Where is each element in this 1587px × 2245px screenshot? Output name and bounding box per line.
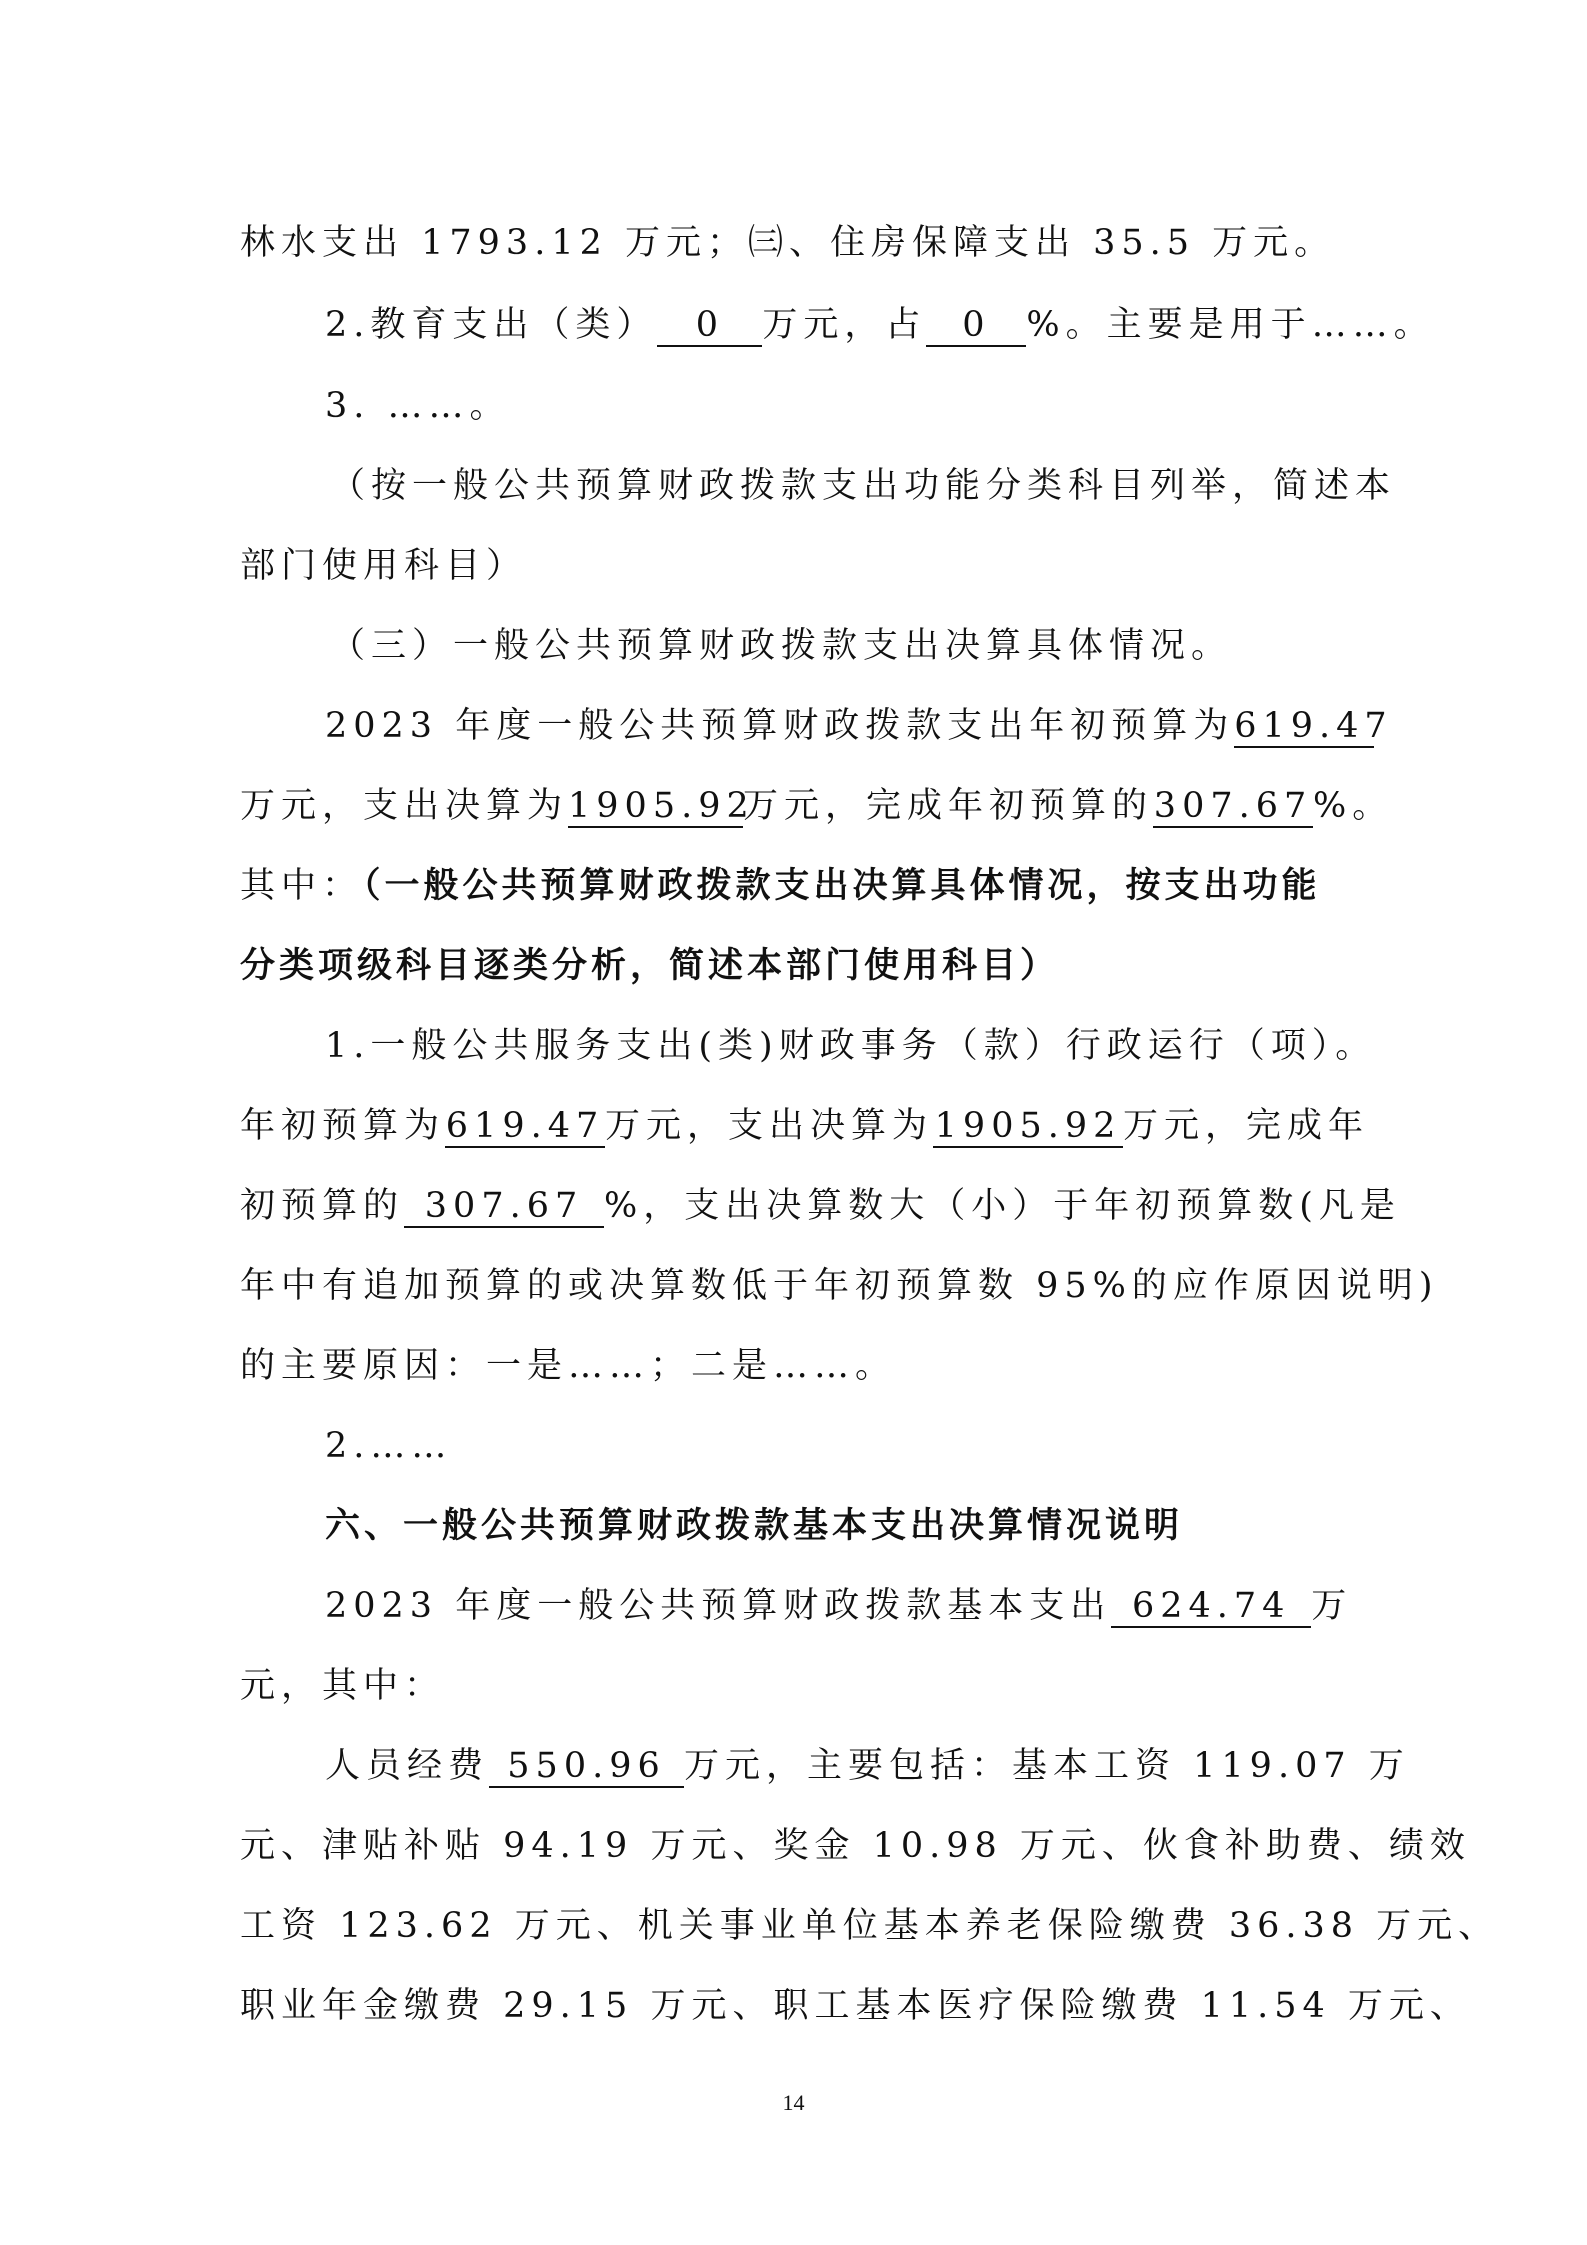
text-line: 的主要原因：一是……；二是……。 bbox=[240, 1346, 897, 1386]
text-line: 3. ……。 bbox=[325, 386, 511, 426]
text-line: 工资 123.62 万元、机关事业单位基本养老保险缴费 36.38 万元、 bbox=[240, 1906, 1500, 1946]
text-line: 2.…… bbox=[325, 1426, 453, 1466]
text-line: 1.一般公共服务支出(类)财政事务（款）行政运行（项）。 bbox=[325, 1026, 1377, 1066]
text-line-bold: 分类项级科目逐类分析，简述本部门使用科目） bbox=[240, 946, 1060, 986]
text-line: 元，其中： bbox=[240, 1666, 446, 1706]
text-line: 2.教育支出（类） 0 万元，占 0 %。主要是用于……。 bbox=[325, 305, 1435, 345]
underlined-value: 307.67 bbox=[1153, 786, 1313, 826]
text-line: 年中有追加预算的或决算数低于年初预算数 95%的应作原因说明) bbox=[240, 1266, 1439, 1306]
section-heading: 六、一般公共预算财政拨款基本支出决算情况说明 bbox=[325, 1506, 1184, 1546]
underlined-value: 307.67 bbox=[404, 1186, 604, 1228]
text-line: 人员经费 550.96 万元，主要包括：基本工资 119.07 万 bbox=[325, 1746, 1410, 1786]
underlined-value: 550.96 bbox=[489, 1746, 684, 1788]
text-line: 初预算的 307.67 %，支出决算数大（小）于年初预算数(凡是 bbox=[240, 1186, 1401, 1226]
text-line: 职业年金缴费 29.15 万元、职工基本医疗保险缴费 11.54 万元、 bbox=[240, 1986, 1471, 2026]
underlined-value: 1905.92 bbox=[934, 1106, 1122, 1146]
section-heading: （三）一般公共预算财政拨款支出决算具体情况。 bbox=[330, 626, 1233, 666]
underlined-value: 1905.92 bbox=[568, 786, 755, 826]
text-line: 2023 年度一般公共预算财政拨款支出年初预算为619.47 bbox=[325, 706, 1393, 746]
text-line: 其中：（一般公共预算财政拨款支出决算具体情况，按支出功能 bbox=[240, 866, 1321, 906]
underlined-value: 0 bbox=[657, 305, 762, 347]
text-line: （按一般公共预算财政拨款支出功能分类科目列举，简述本 bbox=[330, 466, 1397, 506]
text-line: 2023 年度一般公共预算财政拨款基本支出 624.74 万 bbox=[325, 1586, 1353, 1626]
text-line: 元、津贴补贴 94.19 万元、奖金 10.98 万元、伙食补助费、绩效 bbox=[240, 1826, 1471, 1866]
underlined-value: 624.74 bbox=[1111, 1586, 1311, 1628]
text-line: 年初预算为619.47万元，支出决算为1905.92万元，完成年 bbox=[240, 1106, 1370, 1146]
text-line: 万元，支出决算为1905.92万元，完成年初预算的307.67%。 bbox=[240, 786, 1394, 826]
underlined-value: 0 bbox=[926, 305, 1026, 347]
underlined-value: 619.47 bbox=[445, 1106, 605, 1146]
underlined-value: 619.47 bbox=[1234, 706, 1393, 746]
text-line: 部门使用科目） bbox=[240, 546, 528, 586]
text-line: 林水支出 1793.12 万元；㈢、住房保障支出 35.5 万元。 bbox=[240, 223, 1336, 263]
page-number: 14 bbox=[782, 2090, 805, 2115]
